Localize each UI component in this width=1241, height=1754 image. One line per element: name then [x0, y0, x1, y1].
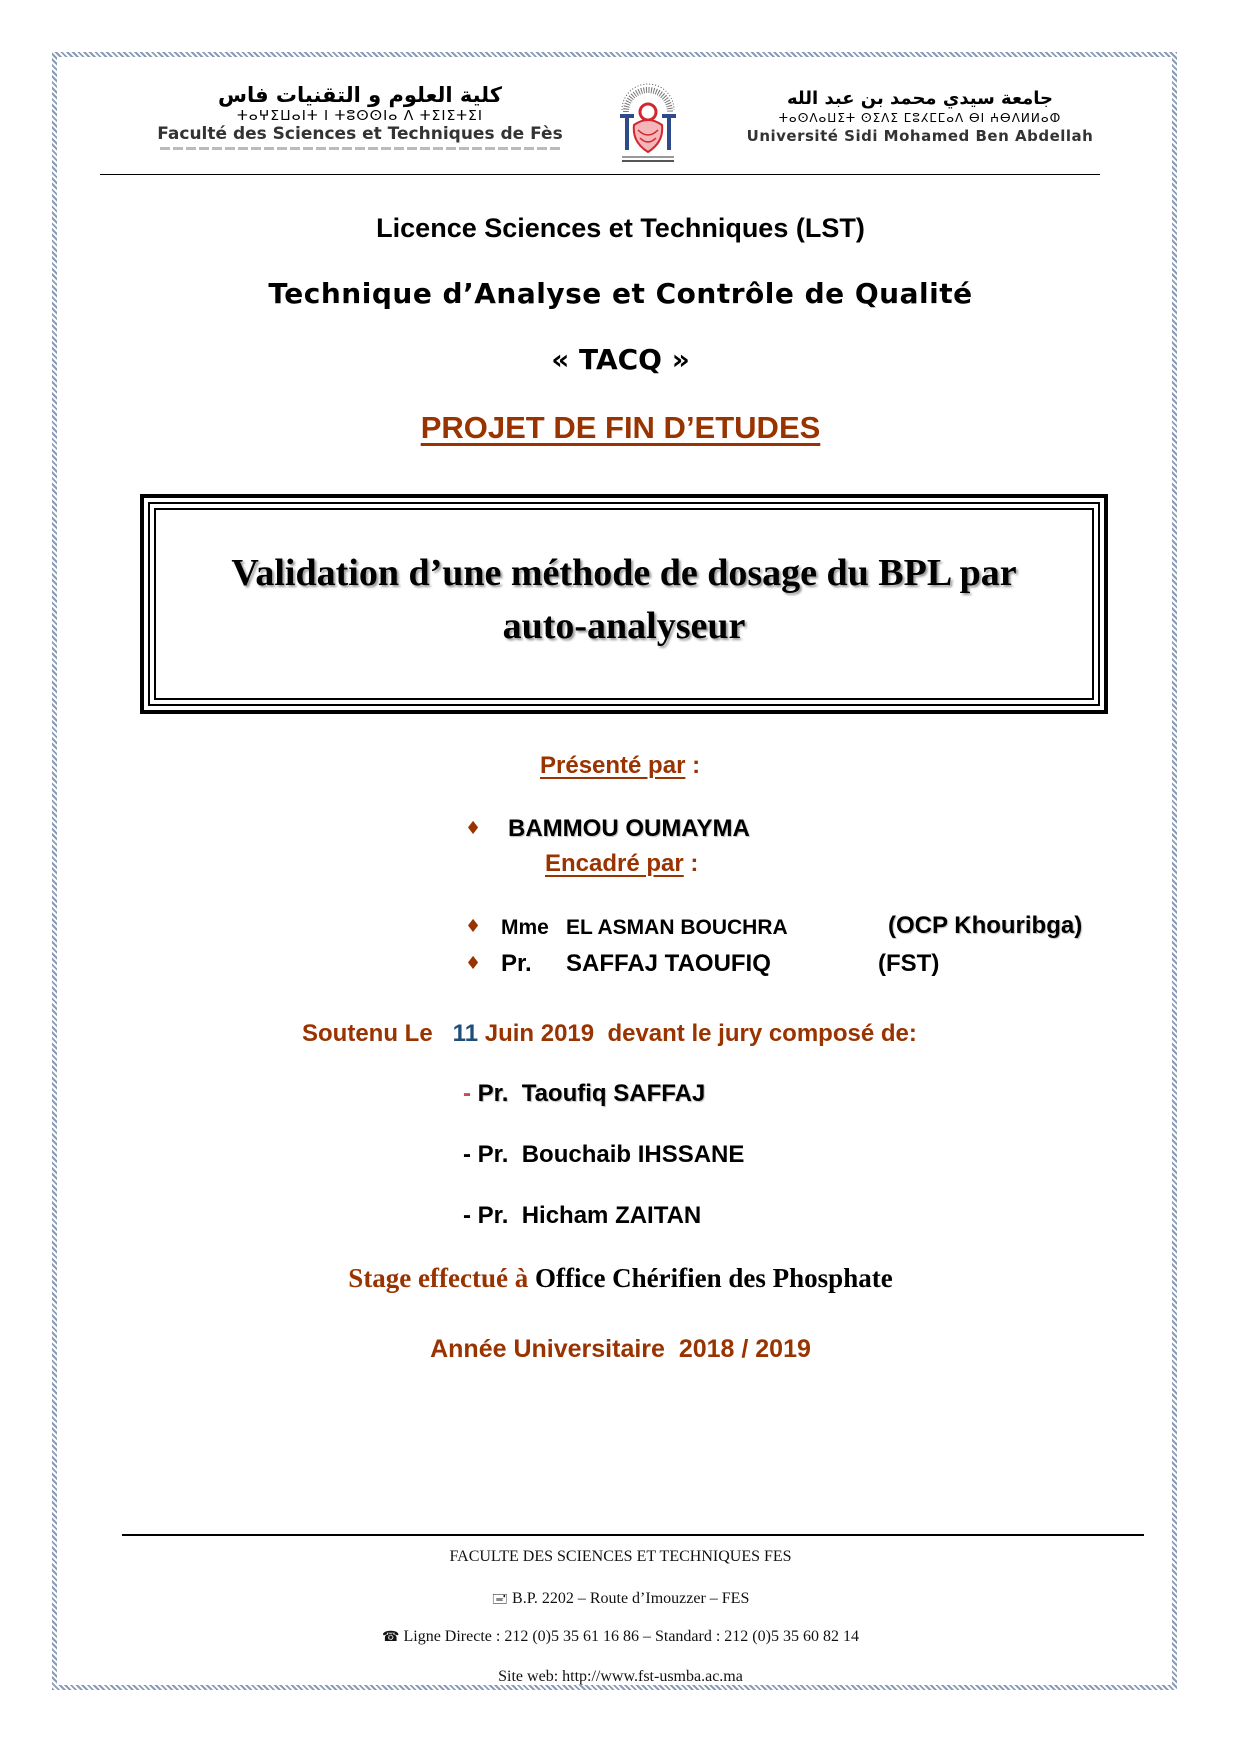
jury-member-name: Pr. Bouchaib IHSSANE [477, 1141, 745, 1168]
footer-website: Site web: http://www.fst-usmba.ac.ma [498, 1668, 743, 1685]
footer-address [0, 1588, 1241, 1612]
jury-dash: - [463, 1080, 478, 1107]
diamond-bullet-icon: ♦ [465, 953, 482, 974]
jury-member [463, 1141, 744, 1169]
header-divider [100, 174, 1100, 175]
jury-member [463, 1080, 705, 1108]
university-name-tifinagh: ⵜⴰⵙⴷⴰⵡⵉⵜ ⵙⵉⴷⵉ ⵎⵓⵃⵎⵎⴰⴷ ⴱⵏ ⵄⴱⴷⵍⵍⴰⵀ [778, 111, 1062, 125]
diamond-bullet-icon: ♦ [465, 916, 482, 937]
student-name: BAMMOU OUMAYMA [508, 815, 750, 842]
document-type [0, 410, 1241, 446]
footer-address-text: B.P. 2202 – Route d’Imouzzer – FES [512, 1590, 750, 1607]
academic-year: Année Universitaire 2018 / 2019 [430, 1335, 811, 1363]
supervisor-title: Pr. [501, 950, 532, 977]
footer-institution: FACULTE DES SCIENCES ET TECHNIQUES FES [449, 1548, 792, 1565]
track-title: Technique d’Analyse et Contrôle de Qualité [268, 277, 973, 310]
title-box-frame [148, 502, 1100, 706]
university-header [730, 88, 1110, 146]
supervisor-organization: (FST) [878, 950, 940, 977]
jury-member-name: Pr. Taoufiq SAFFAJ [477, 1080, 706, 1107]
faculty-name-french: Faculté des Sciences et Techniques de Fès [157, 124, 563, 144]
presented-by-heading [540, 752, 700, 780]
footer-phones-text: Ligne Directe : 212 (0)5 35 61 16 86 – Standard : 212 (0)5 35 60 82 14 [403, 1628, 859, 1645]
thesis-title-line-1: Validation d’une méthode de dosage du BPL par [231, 552, 1017, 594]
supervisor-title: Mme [501, 916, 549, 939]
supervised-by-heading [545, 850, 698, 878]
faculty-header [140, 82, 580, 150]
internship-label: Stage effectué à [348, 1263, 535, 1293]
track-acronym: « TACQ » [551, 343, 690, 376]
internship-line [0, 1263, 1241, 1294]
supervised-by-label: Encadré par [545, 850, 684, 877]
supervisor-organization: (OCP Khouribga) [888, 912, 1083, 939]
document-type-label: PROJET DE FIN D’ETUDES [420, 410, 821, 445]
presented-by-label: Présenté par [540, 752, 686, 779]
faculty-name-tifinagh: ⵜⴰⵖⵉⵡⴰⵏⵜ ⵏ ⵜⵓⵙⵙⵏⴰ ⴷ ⵜⵉⵏⵉⵜⵉⵏ [236, 108, 484, 124]
diamond-bullet-icon: ♦ [465, 818, 482, 839]
defense-rest: Juin 2019 devant le jury composé de: [478, 1020, 917, 1047]
jury-member-name: Pr. Hicham ZAITAN [477, 1202, 702, 1229]
faculty-underline [160, 147, 560, 150]
thesis-title-line-2: auto-analyseur [502, 605, 746, 647]
jury-member [463, 1202, 701, 1230]
thesis-title [231, 547, 1016, 653]
mailbox-icon: 🖃 [491, 1592, 509, 1607]
telephone-icon: ☎ [382, 1630, 400, 1645]
faculty-name-arabic: كلية العلوم و التقنيات فاس [218, 83, 502, 107]
supervisor-name: SAFFAJ TAOUFIQ [566, 950, 771, 977]
presented-by-colon: : [685, 752, 701, 779]
internship-place: Office Chérifien des Phosphate [534, 1263, 893, 1293]
footer-divider [122, 1534, 1144, 1536]
footer-phones [0, 1628, 1241, 1646]
title-box-content [154, 508, 1094, 700]
defense-statement [302, 1020, 917, 1048]
supervisor-name: EL ASMAN BOUCHRA [566, 916, 788, 939]
supervised-by-colon: : [683, 850, 699, 877]
jury-dash: - [463, 1202, 478, 1229]
university-logo-icon [616, 70, 680, 170]
letterhead [100, 70, 1110, 170]
jury-dash: - [463, 1141, 478, 1168]
defense-prefix: Soutenu Le [302, 1020, 453, 1047]
defense-day: 11 [452, 1020, 479, 1047]
university-name-arabic: جامعة سيدي محمد بن عبد الله [786, 88, 1053, 109]
university-name-french: Université Sidi Mohamed Ben Abdellah [746, 127, 1094, 145]
licence-title: Licence Sciences et Techniques (LST) [376, 213, 865, 243]
thesis-title-box [140, 494, 1108, 714]
